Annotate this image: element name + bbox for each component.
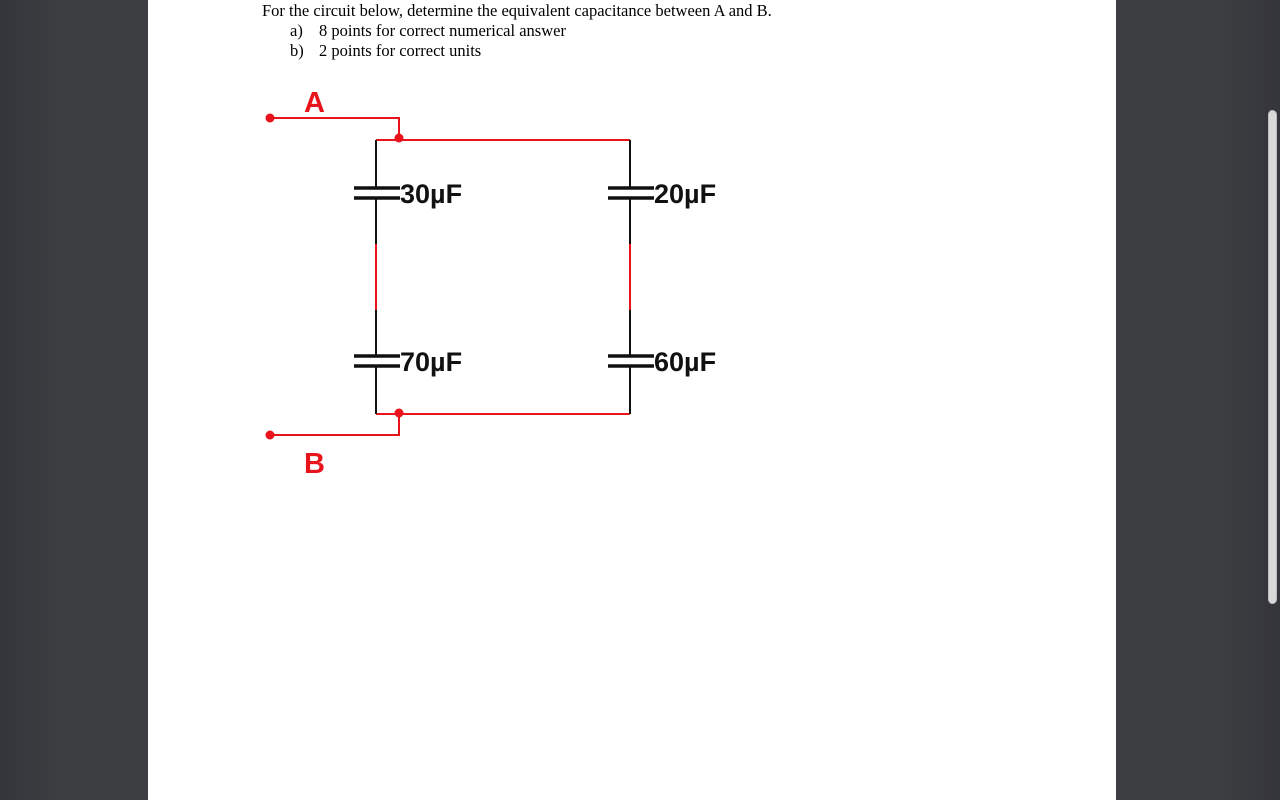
cap-60-label: 60µF (654, 347, 717, 377)
part-a-letter: a) (290, 21, 303, 40)
junction-dots (266, 114, 404, 440)
wires (270, 118, 630, 435)
scrollbar-thumb[interactable] (1268, 110, 1277, 604)
part-a-text: 8 points for correct numerical answer (319, 21, 566, 40)
wire-a-lead (270, 118, 399, 140)
junction-bottom-dot (395, 409, 404, 418)
question-text: For the circuit below, determine the equivalent capacitance between A and B. (262, 1, 772, 20)
document-page (148, 0, 1116, 800)
junction-top-dot (395, 134, 404, 143)
circuit-diagram (148, 0, 1116, 800)
capacitor-plates (354, 188, 654, 366)
terminal-a-dot[interactable] (266, 114, 275, 123)
cap-70-label: 70µF (400, 347, 463, 377)
node-a-label: A (304, 87, 325, 119)
wire-b-lead (270, 414, 399, 435)
part-b-text: 2 points for correct units (319, 41, 482, 60)
terminal-b-dot[interactable] (266, 431, 275, 440)
cap-30-label: 30µF (400, 179, 463, 209)
cap-20-label: 20µF (654, 179, 717, 209)
part-b-letter: b) (290, 41, 304, 60)
node-b-label: B (304, 448, 325, 480)
